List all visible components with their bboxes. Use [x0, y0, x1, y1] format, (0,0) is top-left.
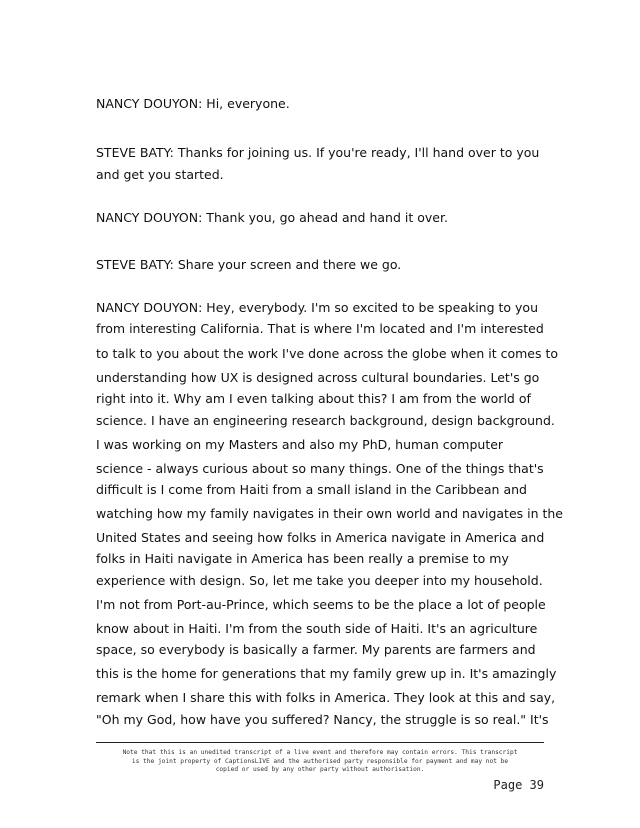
transcript-line: and get you started. — [96, 167, 224, 182]
transcript-line: to talk to you about the work I've done across the globe when it comes to — [96, 346, 559, 361]
transcript-line: "Oh my God, how have you suffered? Nancy, the struggle is so real." It's — [96, 712, 549, 727]
transcript-line: remark when I share this with folks in America. They look at this and say, — [96, 690, 556, 705]
transcript-line: NANCY DOUYON: Hey, everybody. I'm so excited to be speaking to you — [96, 300, 538, 315]
transcript-line: STEVE BATY: Thanks for joining us. If you're ready, I'll hand over to you — [96, 145, 540, 160]
transcript-line: United States and seeing how folks in America navigate in America and — [96, 530, 545, 545]
footer-disclaimer-line: is the joint property of CaptionsLIVE and the authorised party responsible for payment and may not be — [131, 757, 509, 765]
transcript-line: STEVE BATY: Share your screen and there we go. — [96, 257, 402, 272]
transcript-line: science - always curious about so many things. One of the things that's — [96, 461, 544, 476]
transcript-line: watching how my family navigates in their own world and navigates in the — [96, 506, 563, 521]
transcript-line: NANCY DOUYON: Thank you, go ahead and hand it over. — [96, 210, 448, 225]
transcript-line: experience with design. So, let me take you deeper into my household. — [96, 573, 543, 588]
transcript-line: science. I have an engineering research background, design background. — [96, 413, 555, 428]
footer-disclaimer-line: Note that this is an unedited transcript of a live event and therefore may contain errors. This transcript — [122, 749, 518, 756]
transcript-line: NANCY DOUYON: Hi, everyone. — [96, 96, 290, 111]
transcript-line: I'm not from Port-au-Prince, which seems to be the place a lot of people — [96, 597, 546, 612]
transcript-line: right into it. Why am I even talking about this? I am from the world of — [96, 391, 531, 406]
footer-disclaimer — [96, 749, 544, 775]
transcript-line: know about in Haiti. I'm from the south side of Haiti. It's an agriculture — [96, 621, 538, 636]
footer-divider — [96, 742, 544, 743]
transcript-line: I was working on my Masters and also my PhD, human computer — [96, 437, 504, 452]
transcript-line: space, so everybody is basically a farmer. My parents are farmers and — [96, 642, 536, 657]
transcript-line: difficult is I come from Haiti from a small island in the Caribbean and — [96, 482, 527, 497]
footer-disclaimer-line: copied or used by any other party without authorisation. — [215, 766, 425, 774]
transcript-line: from interesting California. That is where I'm located and I'm interested — [96, 321, 544, 336]
transcript-line: this is the home for generations that my family grew up in. It's amazingly — [96, 666, 557, 681]
page-number: Page 39 — [493, 778, 544, 792]
transcript-line: understanding how UX is designed across cultural boundaries. Let's go — [96, 370, 540, 385]
transcript-line: folks in Haiti navigate in America has been really a premise to my — [96, 551, 509, 566]
